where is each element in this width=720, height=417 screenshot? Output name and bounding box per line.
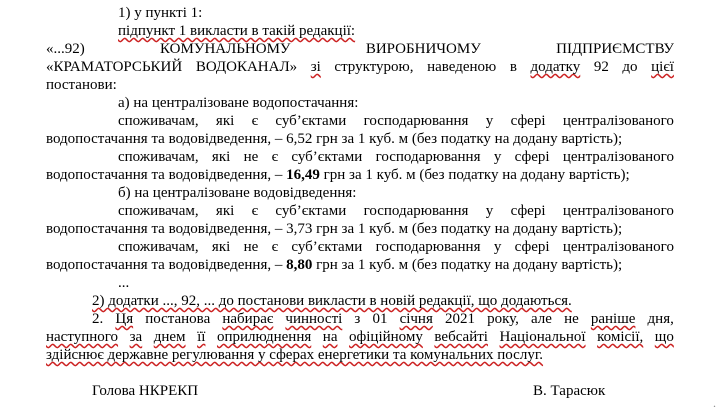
- corner-mark: .: [713, 396, 716, 410]
- supply-consumers-line-2: споживачам, які не є суб’єктами господарювання у сфері централізованого: [118, 149, 674, 165]
- signature-name: В. Тарасюк: [533, 383, 606, 399]
- ellipsis: ...: [118, 275, 130, 291]
- effective-date-line-1: 2. Ця постанова набирає чинності з 01 січня 2021 року, але не раніше дня,: [92, 311, 674, 327]
- supply-tariff-nonbusiness: водопостачання та водовідведення, – 16,49 грн за 1 куб. м (без податку на додану вартість);: [46, 167, 630, 183]
- effective-date-line-2: наступного за днем її оприлюднення на офіційному вебсайті Національної комісії, що: [46, 329, 674, 345]
- supply-consumers-line-1: споживачам, які є суб’єктами господарювання у сфері централізованого: [118, 113, 674, 129]
- drainage-consumers-line-1: споживачам, які є суб’єктами господарювання у сфері централізованого: [118, 203, 674, 219]
- subitem-1-intro: підпункт 1 викласти в такій редакції:: [118, 23, 356, 39]
- drainage-tariff-business: водопостачання та водовідведення, – 3,73 грн за 1 куб. м (без податку на додану вартість);: [46, 221, 623, 237]
- signature-title: Голова НКРЕКП: [92, 383, 199, 399]
- supply-tariff-business: водопостачання та водовідведення, – 6,52 грн за 1 куб. м (без податку на додану вартість);: [46, 131, 623, 147]
- enterprise-name-line-1: «...92) КОМУНАЛЬНОМУ ВИРОБНИЧОМУ ПІДПРИЄМСТВУ: [46, 41, 674, 57]
- drainage-consumers-line-2: споживачам, які не є суб’єктами господарювання у сфері централізованого: [118, 239, 674, 255]
- enterprise-name-line-2: «КРАМАТОРСЬКИЙ ВОДОКАНАЛ» зі структурою, наведеною в додатку 92 до цієї: [46, 59, 674, 75]
- drainage-heading: б) на централізоване водовідведення:: [118, 185, 357, 201]
- resolution-word: постанови:: [46, 77, 117, 93]
- effective-date-line-3: здійснює державне регулювання у сферах енергетики та комунальних послуг.: [46, 347, 544, 363]
- item-1-heading: 1) у пункті 1:: [118, 5, 203, 21]
- drainage-tariff-nonbusiness: водопостачання та водовідведення, – 8,80 грн за 1 куб. м (без податку на додану вартість);: [46, 257, 623, 273]
- appendices-item: 2) додатки ..., 92, ... до постанови викласти в новій редакції, що додаються.: [92, 293, 572, 309]
- water-supply-heading: а) на централізоване водопостачання:: [118, 95, 359, 111]
